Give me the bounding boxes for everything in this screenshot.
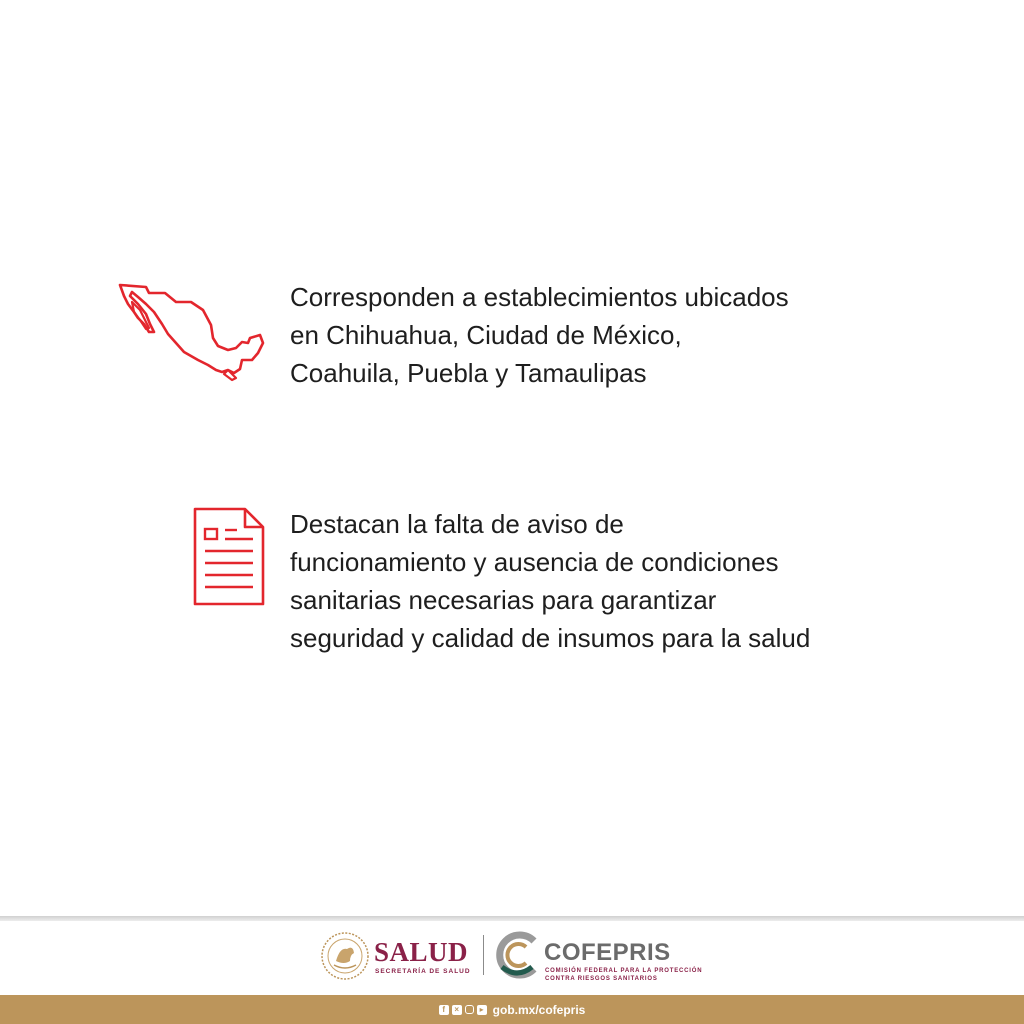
locations-text [290, 278, 789, 392]
text-line: Destacan la falta de aviso de [290, 509, 624, 539]
cofepris-subtitle-line: COMISIÓN FEDERAL PARA LA PROTECCIÓN [545, 968, 703, 974]
mexico-map-icon [118, 280, 268, 384]
footer-logos [0, 921, 1024, 995]
info-item-locations [118, 280, 789, 388]
youtube-icon[interactable]: ▸ [477, 1005, 487, 1015]
social-icons [439, 1005, 487, 1015]
website-link[interactable]: gob.mx/cofepris [492, 1002, 586, 1017]
cofepris-subtitle-line: CONTRA RIESGOS SANITARIOS [545, 976, 658, 982]
info-item-findings [193, 507, 811, 653]
document-icon [193, 507, 265, 607]
findings-text [290, 505, 810, 657]
national-emblem-icon [320, 931, 370, 981]
salud-subtitle: SECRETARÍA DE SALUD [375, 968, 471, 975]
x-icon[interactable]: × [452, 1005, 462, 1015]
cofepris-subtitle [545, 967, 702, 983]
text-line: funcionamiento y ausencia de condiciones [290, 547, 779, 577]
facebook-icon[interactable]: f [439, 1005, 449, 1015]
text-line: Corresponden a establecimientos ubicados [290, 282, 789, 312]
text-line: Coahuila, Puebla y Tamaulipas [290, 358, 647, 388]
cofepris-logo-icon [494, 931, 540, 979]
text-line: seguridad y calidad de insumos para la salud [290, 623, 811, 653]
logo-group [320, 929, 703, 987]
logo-divider [483, 935, 484, 975]
instagram-icon[interactable] [465, 1005, 474, 1014]
salud-logo-text: SALUD [374, 937, 469, 967]
bottom-bar [0, 995, 1024, 1024]
text-line: sanitarias necesarias para garantizar [290, 585, 717, 615]
text-line: en Chihuahua, Ciudad de México, [290, 320, 682, 350]
cofepris-logo-text: COFEPRIS [544, 939, 671, 966]
